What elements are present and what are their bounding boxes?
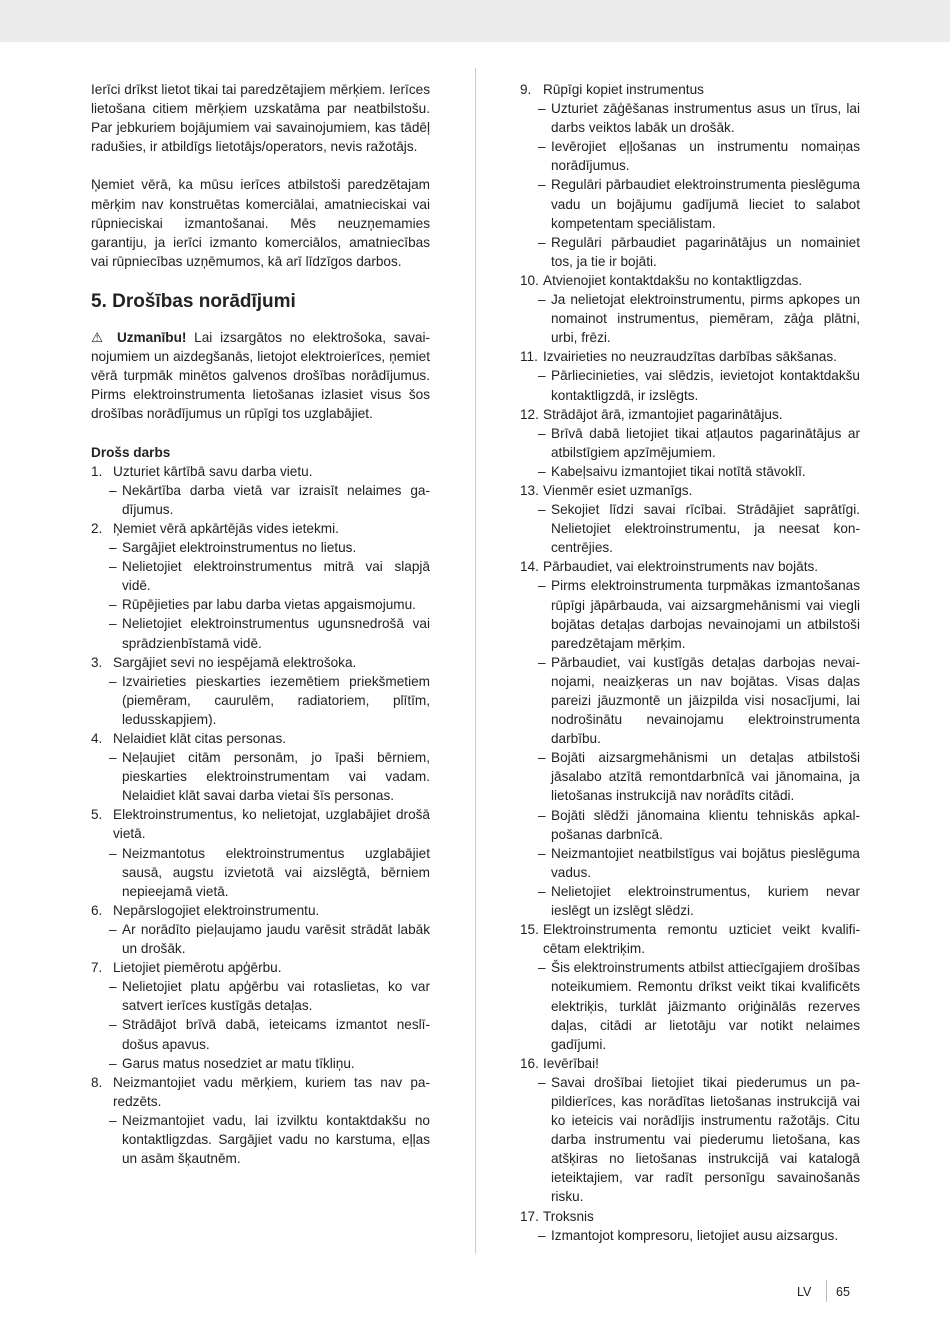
list-item-number: 5. — [91, 807, 103, 823]
list-item — [520, 557, 860, 920]
list-item-heading — [91, 519, 430, 538]
list-item-text: Elektroinstrumentus, ko nelietojat, uzglabājiet drošā vietā. — [113, 807, 430, 842]
bullet-text: Bojāti slēdži jānomaina klientu tehniskās apkalpošanas darbnīcā. — [551, 807, 860, 842]
bullet-item — [520, 233, 860, 271]
bullet-text: Pārbaudiet, vai kustīgās detaļas darbojas nevainojami, neaizķeras un nav bojātas. Visas daļas pareizi jāuzmontē un jāizpilda visi nosacījumi, lai nodrošinātu nevainojamu elektroinstrumenta darbību. — [551, 654, 860, 747]
bullet-text: Neizmantotus elektroinstrumentus uzglabājiet sausā, augstu izvietotā vai aizslēgtā, bērniem nepieejamā vietā. — [122, 845, 430, 899]
bullet-item — [520, 748, 860, 805]
bullet-text: Pārliecinieties, vai slēdzis, ievietojot kontaktdakšu kontaktligzdā, ir izslēgts. — [551, 368, 860, 403]
list-item-heading — [91, 958, 430, 977]
footer-separator — [826, 1280, 827, 1302]
bullet-item — [91, 614, 430, 652]
bullet-text: Neizmantojiet vadu, lai izvilktu kontaktdakšu no kontaktligzdas. Sargājiet vadu no karstuma, eļļas un asām šķautnēm. — [122, 1112, 430, 1167]
bullet-item — [520, 366, 860, 404]
bullet-text: Nelietojiet elektroinstrumentus, kuriem nevar ieslēgt un izslēgt slēdzi. — [551, 883, 860, 919]
bullet-text: Ievērojiet eļļošanas un instrumentu nomaiņas norādījumus. — [551, 139, 860, 174]
bullet-item — [91, 538, 430, 557]
dash-icon: – — [538, 654, 546, 670]
list-item-text: Elektroinstrumenta remontu uzticiet veikt kvalificētam elektriķim. — [543, 922, 860, 957]
bullet-text: Nelietojiet elektroinstrumentus mitrā vai slapjā vidē. — [122, 559, 430, 594]
bullet-text: Kabeļsaivu izmantojiet tikai notītā stāvoklī. — [551, 463, 806, 479]
list-item-heading — [520, 405, 860, 424]
bullet-text: Šis elektroinstruments atbilst attiecīgajiem drošības noteikumiem. Remontu drīkst veikt tikai kvalificēts elektriķis, turklāt jāizmanto oriģinālās rezerves daļas, citādi ar lietotāju var notikt nelaimes gadījumi. — [551, 960, 861, 1052]
bullet-item — [520, 844, 860, 882]
intro-paragraph: Ierīci drīkst lietot tikai tai paredzētajiem mērķiem. Ierīces lietošana citiem mērķiem uzskatāma par neatbilstošu. Par jebkuriem bojājumiem vai savainojumiem, kas tādēļ radušies, ir atbildīgs lietotājs/operators, nevis ražotājs. — [91, 82, 430, 155]
list-item-text: Lietojiet piemērotu apģērbu. — [113, 960, 282, 976]
bullet-text: Nelietojiet elektroinstrumentus ugunsnedrošā vai sprādzienbīstamā vidē. — [122, 616, 430, 651]
list-item-number: 10. — [520, 272, 539, 288]
dash-icon: – — [538, 463, 546, 479]
list-item-number: 8. — [91, 1074, 103, 1090]
list-item-heading — [91, 729, 430, 748]
warning-label: Uzmanību! — [116, 330, 187, 346]
list-item-number: 17. — [520, 1208, 539, 1224]
list-item-text: Troksnis — [543, 1208, 594, 1224]
bullet-item — [520, 576, 860, 652]
bullet-item — [520, 653, 860, 748]
dash-icon: – — [109, 1017, 117, 1033]
bullet-item — [91, 595, 430, 614]
list-item-heading — [520, 920, 860, 958]
list-item-number: 7. — [91, 960, 103, 976]
list-item-text: Strādājot ārā, izmantojiet pagarinātājus. — [543, 406, 783, 422]
list-item-number: 2. — [91, 520, 103, 536]
dash-icon: – — [109, 616, 117, 632]
dash-icon: – — [109, 540, 117, 556]
dash-icon: – — [538, 578, 546, 594]
list-item — [91, 1073, 430, 1168]
list-item-heading — [91, 462, 430, 481]
bullet-item — [520, 1226, 860, 1245]
dash-icon: – — [538, 177, 546, 193]
bullet-item — [520, 290, 860, 347]
list-item-number: 11. — [520, 349, 538, 365]
list-item-heading — [520, 271, 860, 290]
dash-icon: – — [109, 1055, 117, 1071]
bullet-item — [91, 1111, 430, 1168]
dash-icon: – — [109, 597, 117, 613]
dash-icon: – — [109, 1112, 117, 1128]
warning-triangle-icon: ⚠ — [91, 330, 108, 346]
bullet-text: Garus matus nosedziet ar matu tīkliņu. — [122, 1055, 355, 1071]
section-title: 5. Drošības norādījumi — [91, 291, 296, 313]
bullet-item — [91, 920, 430, 958]
dash-icon: – — [538, 234, 546, 250]
bullet-item — [91, 977, 430, 1015]
bullet-item — [520, 500, 860, 557]
safety-list-right — [520, 80, 860, 1245]
list-item-text: Sargājiet sevi no iespējamā elektrošoka. — [113, 654, 357, 670]
bullet-item — [520, 99, 860, 137]
dash-icon: – — [109, 979, 117, 995]
list-item-heading — [91, 901, 430, 920]
bullet-item — [520, 462, 860, 481]
dash-icon: – — [109, 673, 117, 689]
list-item-text: Ņemiet vērā apkārtējās vides ietekmi. — [113, 520, 339, 536]
bullet-item — [91, 672, 430, 729]
footer-language: LV — [797, 1285, 812, 1299]
list-item — [91, 653, 430, 729]
list-item — [520, 920, 860, 1054]
bullet-text: Nelietojiet platu apģērbu vai rotaslietas, ko var satvert ierīces kustīgās detaļas. — [122, 979, 430, 1014]
list-item-text: Vienmēr esiet uzmanīgs. — [543, 482, 693, 498]
bullet-item — [520, 882, 860, 920]
list-item — [520, 1054, 860, 1207]
dash-icon: – — [538, 1227, 546, 1243]
list-item-number: 1. — [91, 463, 103, 479]
dash-icon: – — [538, 502, 546, 518]
list-item — [91, 958, 430, 1073]
dash-icon: – — [109, 559, 117, 575]
list-item — [520, 405, 860, 481]
dash-icon: – — [538, 807, 546, 823]
list-item-heading — [520, 1054, 860, 1073]
bullet-item — [520, 137, 860, 175]
bullet-item — [91, 1015, 430, 1053]
bullet-item — [91, 844, 430, 901]
bullet-text: Brīvā dabā lietojiet tikai atļautos pagarinātājus ar atbilstīgiem apzīmējumiem. — [551, 425, 860, 460]
bullet-text: Nekārtība darba vietā var izraisīt nelaimes gadījumus. — [122, 482, 430, 517]
bullet-text: Strādājot brīvā dabā, ieteicams izmantot neslīdošus apavus. — [122, 1017, 430, 1052]
list-item-text: Pārbaudiet, vai elektroinstruments nav bojāts. — [543, 559, 819, 575]
list-item-number: 3. — [91, 654, 103, 670]
bullet-item — [520, 424, 860, 462]
list-item-heading — [520, 481, 860, 500]
bullet-item — [520, 175, 860, 232]
dash-icon: – — [538, 883, 546, 899]
dash-icon: – — [109, 845, 117, 861]
dash-icon: – — [109, 921, 117, 937]
list-item-number: 14. — [520, 559, 539, 575]
dash-icon: – — [538, 845, 546, 861]
list-item-text: Uzturiet kārtībā savu darba vietu. — [113, 463, 313, 479]
list-item — [520, 481, 860, 557]
bullet-item — [520, 1073, 860, 1207]
bullet-item — [91, 481, 430, 519]
bullet-text: Regulāri pārbaudiet pagarinātājus un nomainiet tos, ja tie ir bojāti. — [551, 234, 860, 269]
bullet-text: Bojāti aizsargmehānismi un detaļas atbilstoši jāsalabo atzītā remontdarbnīcā vai jānomaina, ja lietošanas instrukcijā nav norādīts citādi. — [551, 750, 860, 804]
footer-page-number: 65 — [836, 1285, 850, 1299]
list-item-text: Izvairieties no neuzraudzītas darbības sākšanas. — [543, 349, 837, 365]
bullet-item — [520, 958, 860, 1053]
list-item-number: 12. — [520, 406, 539, 422]
list-item-heading — [91, 805, 430, 843]
list-item-text: Atvienojiet kontaktdakšu no kontaktligzdas. — [543, 272, 803, 288]
list-item-heading — [520, 347, 860, 366]
bullet-text: Sekojiet līdzi savai rīcībai. Strādājiet saprātīgi. Nelietojiet elektroinstrumentu, ja neesat koncentrējies. — [551, 502, 860, 556]
left-column — [91, 80, 430, 1168]
dash-icon: – — [538, 425, 546, 441]
bullet-text: Izmantojot kompresoru, lietojiet ausu aizsargus. — [551, 1227, 839, 1243]
bullet-text: Ja nelietojat elektroinstrumentu, pirms apkopes un nomainot instrumentus, piemēram, zāģa plātni, urbi, frēzi. — [551, 292, 860, 346]
list-item-number: 4. — [91, 731, 103, 746]
bullet-item — [91, 1054, 430, 1073]
list-item-text: Rūpīgi kopiet instrumentus — [543, 82, 704, 97]
dash-icon: – — [538, 139, 546, 155]
bullet-text: Pirms elektroinstrumenta turpmākas izmantošanas rūpīgi jāpārbauda, vai aizsargmehānismi vai viegli bojātas detaļas darbojas nevainojami un atbilstoši paredzētajam mērķim. — [551, 578, 860, 651]
list-item-number: 15. — [520, 922, 539, 938]
list-item — [91, 805, 430, 900]
bullet-text: Regulāri pārbaudiet elektroinstrumenta pieslēguma vadu un bojājumu gadījumā lieciet to salabot kompetentam speciālistam. — [551, 177, 860, 231]
list-item-number: 6. — [91, 902, 103, 918]
bullet-text: Neļaujiet citām personām, jo īpaši bērniem, pieskarties elektroinstrumentam vai vadam. Nelaidiet klāt savai darba vietai šīs personas. — [122, 750, 430, 804]
list-item — [91, 519, 430, 653]
bullet-item — [91, 557, 430, 595]
warning-paragraph — [91, 328, 430, 423]
list-item-number: 9. — [520, 82, 532, 97]
list-item-text: Nepārslogojiet elektroinstrumentu. — [113, 902, 320, 918]
list-item — [91, 901, 430, 958]
list-item — [520, 1207, 860, 1245]
list-item-text: Ievērībai! — [543, 1055, 599, 1071]
list-item-number: 16. — [520, 1055, 539, 1071]
list-item-text: Nelaidiet klāt citas personas. — [113, 731, 287, 746]
bullet-text: Uzturiet zāģēšanas instrumentus asus un tīrus, lai darbs veiktos labāk un drošāk. — [551, 101, 860, 136]
top-bar — [0, 0, 950, 42]
warning-text: Lai izsargātos no elektrošoka, savainojumiem un aizdegšanās, lietojot elektroierīces, ņemiet vērā turpmāk minētos galvenos drošības norādījumus. Pirms elektroinstrumenta lietošanas izlasiet visus šos drošības norādījumus un rūpīgi tos uzglabājiet. — [91, 330, 430, 422]
list-item-heading — [91, 653, 430, 672]
list-item-heading — [520, 557, 860, 576]
intro-paragraph: Ņemiet vērā, ka mūsu ierīces atbilstoši paredzētajam mērķim nav konstruētas komerciālai, amatnieciskai vai rūpnieciskai izmantošanai. Mēs neuzņemamies garantiju, ja ierīci izmanto komerciālos, amatniecības vai rūpniecības uzņēmumos, kā arī līdzīgos darbos. — [91, 177, 430, 269]
bullet-text: Sargājiet elektroinstrumentus no lietus. — [122, 540, 357, 556]
bullet-item — [91, 748, 430, 805]
dash-icon: – — [538, 1074, 546, 1090]
list-item-text: Neizmantojiet vadu mērķiem, kuriem tas nav paredzēts. — [113, 1074, 430, 1109]
list-item — [91, 462, 430, 519]
list-item — [520, 271, 860, 347]
list-item — [520, 80, 860, 271]
list-item-number: 13. — [520, 482, 539, 498]
dash-icon: – — [538, 368, 546, 384]
list-item — [520, 347, 860, 404]
list-item — [91, 729, 430, 805]
column-divider — [475, 68, 476, 1254]
safety-list-left — [91, 462, 430, 1168]
dash-icon: – — [538, 960, 546, 976]
bullet-text: Izvairieties pieskarties iezemētiem priekšmetiem (piemēram, caurulēm, radiatoriem, plītīm, ledusskapjiem). — [122, 673, 430, 727]
bullet-text: Savai drošībai lietojiet tikai piederumus un papildierīces, kas norādītas lietošanas instrukcijā vai ko ieteicis vai norādījis instrumentu ražotājs. Citu darba instrumentu vai piederumu lietošana, kas atšķiras no lietošanas instrukcijā vai katalogā ieteiktajiem, var radīt personīgu savainošanās risku. — [551, 1074, 860, 1205]
bullet-text: Rūpējieties par labu darba vietas apgaismojumu. — [122, 597, 416, 613]
list-item-heading — [520, 80, 860, 99]
bullet-text: Neizmantojiet neatbilstīgus vai bojātus pieslēguma vadus. — [551, 845, 860, 880]
bullet-item — [520, 806, 860, 844]
dash-icon: – — [538, 101, 546, 117]
subheading: Drošs darbs — [91, 444, 171, 460]
list-item-heading — [520, 1207, 860, 1226]
bullet-text: Ar norādīto pieļaujamo jaudu varēsit strādāt labāk un drošāk. — [122, 921, 430, 957]
right-column — [520, 80, 860, 1245]
dash-icon: – — [109, 482, 117, 498]
dash-icon: – — [538, 292, 546, 308]
dash-icon: – — [538, 750, 546, 766]
dash-icon: – — [109, 750, 117, 766]
list-item-heading — [91, 1073, 430, 1111]
